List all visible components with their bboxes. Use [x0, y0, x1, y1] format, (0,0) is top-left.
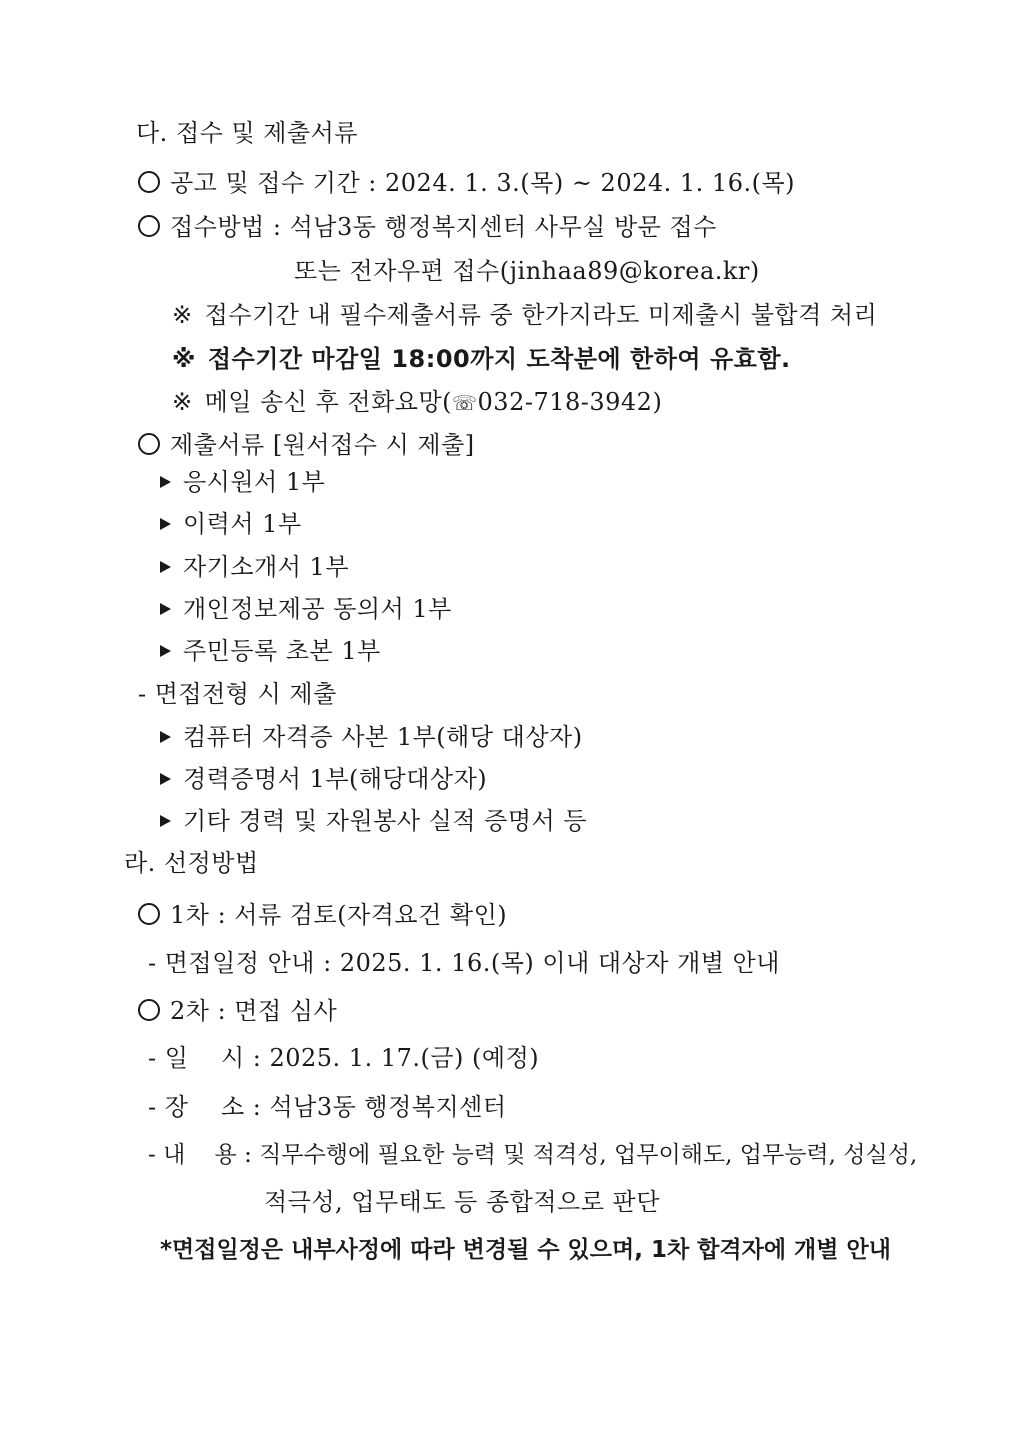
period-line	[138, 168, 795, 198]
triangle-bullet-icon	[160, 645, 171, 657]
interview-doc-item	[160, 722, 583, 752]
first-stage-notice: - 면접일정 안내 : 2025. 1. 16.(목) 이내 대상자 개별 안내	[148, 949, 780, 977]
second-stage-line	[138, 996, 337, 1026]
doc-item	[160, 594, 452, 624]
interview-doc-text: 컴퓨터 자격증 사본 1부(해당 대상자)	[183, 723, 583, 751]
circle-bullet-icon	[138, 215, 160, 237]
triangle-bullet-icon	[160, 773, 171, 785]
section-da-heading: 다. 접수 및 제출서류	[136, 119, 358, 147]
interview-doc-text: 기타 경력 및 자원봉사 실적 증명서 등	[183, 807, 588, 835]
first-stage-text: 1차 : 서류 검토(자격요건 확인)	[170, 901, 508, 929]
triangle-bullet-icon	[160, 518, 171, 530]
reference-mark-icon: ※	[172, 345, 196, 373]
interview-docs-title: - 면접전형 시 제출	[138, 680, 337, 708]
period-text: 공고 및 접수 기간 : 2024. 1. 3.(목) ~ 2024. 1. 16.(목)	[170, 169, 795, 197]
circle-bullet-icon	[138, 433, 160, 455]
note-3-prefix: 메일 송신 후 전화요망(	[204, 388, 453, 416]
interview-doc-item	[160, 806, 587, 836]
triangle-bullet-icon	[160, 476, 171, 488]
reference-mark-icon: ※	[172, 388, 193, 416]
doc-item-text: 자기소개서 1부	[183, 553, 350, 581]
doc-item-text: 응시원서 1부	[183, 468, 326, 496]
triangle-bullet-icon	[160, 815, 171, 827]
doc-item	[160, 509, 302, 539]
circle-bullet-icon	[138, 171, 160, 193]
triangle-bullet-icon	[160, 561, 171, 573]
interview-content: - 내 용 : 직무수행에 필요한 능력 및 적격성, 업무이해도, 업무능력, 성실성,	[148, 1142, 918, 1168]
interview-doc-item	[160, 764, 487, 794]
note-3-number: 032-718-3942)	[477, 388, 663, 416]
second-stage-text: 2차 : 면접 심사	[170, 997, 338, 1025]
doc-item-text: 주민등록 초본 1부	[183, 637, 381, 665]
triangle-bullet-icon	[160, 603, 171, 615]
first-stage-line	[138, 900, 507, 930]
note-2	[172, 344, 791, 374]
note-1-text: 접수기간 내 필수제출서류 중 한가지라도 미제출시 불합격 처리	[204, 301, 878, 329]
triangle-bullet-icon	[160, 731, 171, 743]
doc-item-text: 이력서 1부	[183, 510, 302, 538]
interview-date: - 일 시 : 2025. 1. 17.(금) (예정)	[148, 1044, 540, 1072]
doc-item-text: 개인정보제공 동의서 1부	[183, 595, 452, 623]
note-1	[172, 300, 877, 330]
circle-bullet-icon	[138, 999, 160, 1021]
method-line	[138, 212, 717, 242]
interview-doc-text: 경력증명서 1부(해당대상자)	[183, 765, 488, 793]
method-continuation: 또는 전자우편 접수(jinhaa89@korea.kr)	[294, 257, 760, 285]
method-text: 접수방법 : 석남3동 행정복지센터 사무실 방문 접수	[170, 213, 717, 241]
doc-item	[160, 467, 325, 497]
circle-bullet-icon	[138, 903, 160, 925]
doc-item	[160, 636, 381, 666]
docs-title-line	[138, 430, 475, 460]
note-2-text: 접수기간 마감일 18:00까지 도착분에 한하여 유효함.	[207, 345, 791, 373]
doc-item	[160, 552, 349, 582]
docs-title: 제출서류 [원서접수 시 제출]	[170, 431, 475, 459]
footnote: *면접일정은 내부사정에 따라 변경될 수 있으며, 1차 합격자에 개별 안내	[160, 1237, 891, 1263]
interview-content-continuation: 적극성, 업무태도 등 종합적으로 판단	[264, 1188, 660, 1216]
interview-place: - 장 소 : 석남3동 행정복지센터	[148, 1093, 507, 1121]
note-3	[172, 387, 662, 418]
phone-icon: ☏	[452, 391, 478, 415]
section-ra-heading: 라. 선정방법	[124, 849, 259, 877]
reference-mark-icon: ※	[172, 301, 193, 329]
